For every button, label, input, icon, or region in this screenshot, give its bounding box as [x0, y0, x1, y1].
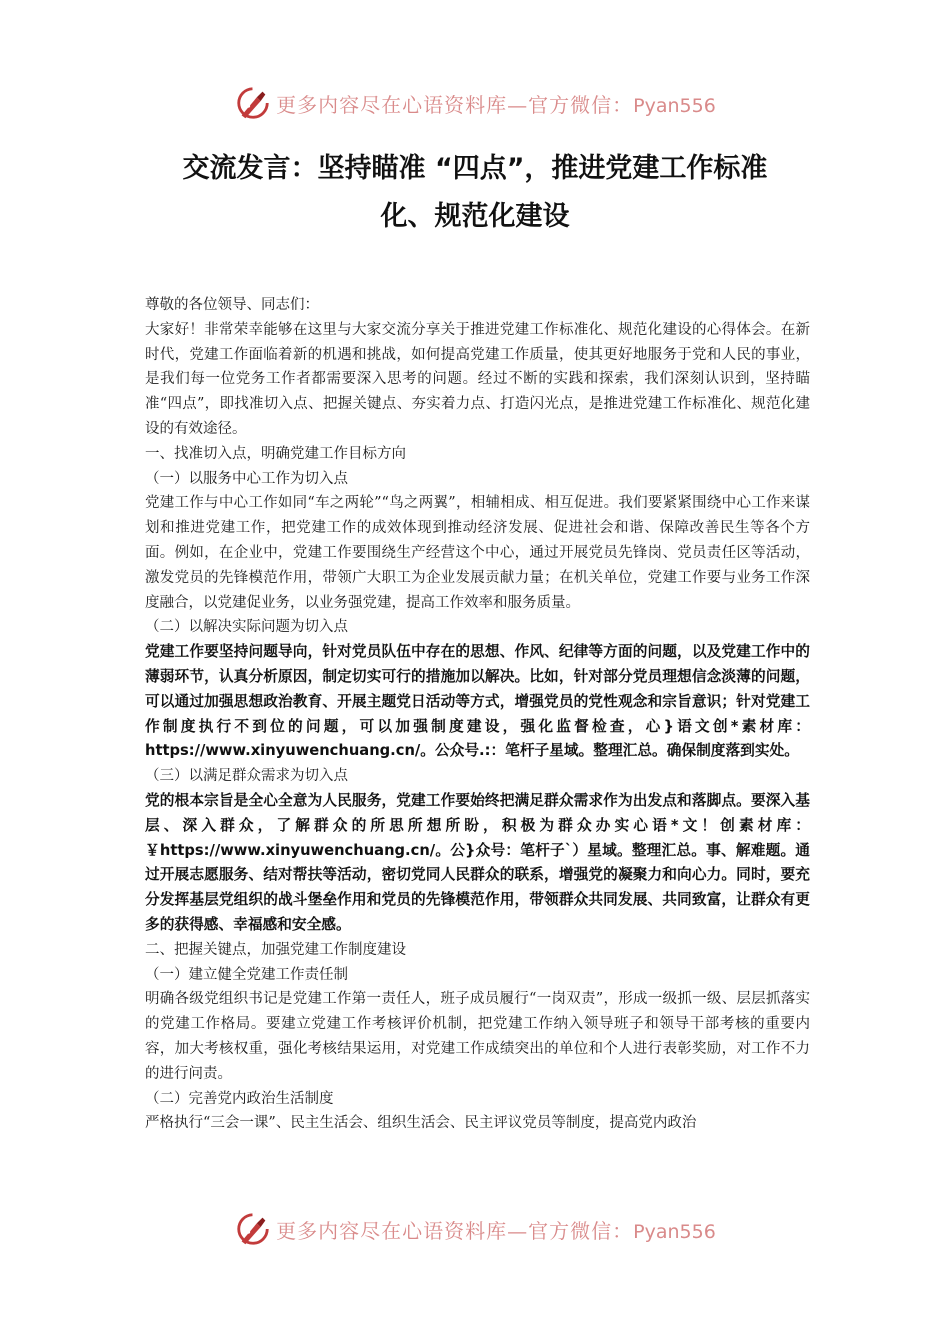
section-heading-2: 二、把握关键点，加强党建工作制度建设 — [145, 941, 406, 958]
subsection-heading-1-1: （一）以服务中心工作为切入点 — [145, 470, 348, 487]
subsection-heading-1-3: （三）以满足群众需求为切入点 — [145, 768, 348, 785]
title-line-2: 化、规范化建设 — [380, 201, 570, 232]
paragraph-1-3: 党的根本宗旨是全心全意为人民服务，党建工作要始终把满足群众需求作为出发点和落脚点。要深入基层、深入群众，了解群众的所思所想所盼，积极为群众办实心语*文！创素材库：￥https://www.xinyuwenchuang.cn/。公}众号：笔杆子`）星域。整理汇总。事、解难题。通过开展志愿服务、结对帮扶等活动，密切党同人民群众的联系，增强党的凝聚力和向心力。同时，要充分发挥基层党组织的战斗堡垒作用和党员的先锋模范作用，带领群众共同发展、共同致富，让群众有更多的获得感、幸福感和安全感。 — [145, 791, 810, 933]
document-body — [145, 293, 810, 1136]
paragraph-2-2: 严格执行“三会一课”、民主生活会、组织生活会、民主评议党员等制度，提高党内政治 — [145, 1115, 697, 1132]
banner-text: 更多内容尽在心语资料库—官方微信：Pyan556 — [276, 1218, 716, 1243]
pen-logo-icon — [234, 1210, 272, 1248]
subsection-heading-2-1: （一）建立健全党建工作责任制 — [145, 966, 348, 983]
paragraph-intro: 大家好！非常荣幸能够在这里与大家交流分享关于推进党建工作标准化、规范化建设的心得体会。在新时代，党建工作面临着新的机遇和挑战，如何提高党建工作质量，使其更好地服务于党和人民的事业，是我们每一位党务工作者都需要深入思考的问题。经过不断的实践和探索，我们深刻认识到，坚持瞄准“四点”，即找准切入点、把握关键点、夯实着力点、打造闪光点，是推进党建工作标准化、规范化建设的有效途径。 — [145, 321, 810, 437]
paragraph-2-1: 明确各级党组织书记是党建工作第一责任人，班子成员履行“一岗双责”，形成一级抓一级、层层抓落实的党建工作格局。要建立党建工作考核评价机制，把党建工作纳入领导班子和领导干部考核的重要内容，加大考核权重，强化考核结果运用，对党建工作成绩突出的单位和个人进行表彰奖励，对工作不力的进行问责。 — [145, 991, 810, 1082]
paragraph-1-2: 党建工作要坚持问题导向，针对党员队伍中存在的思想、作风、纪律等方面的问题，以及党建工作中的薄弱环节，认真分析原因，制定切实可行的措施加以解决。比如，针对部分党员理想信念淡薄的问题，可以通过加强思想政治教育、开展主题党日活动等方式，增强党员的党性观念和宗旨意识；针对党建工作制度执行不到位的问题，可以加强制度建设，强化监督检查，心}语文创*素材库：https://www.xinyuwenchuang.cn/。公众号.:：笔杆子星域。整理汇总。确保制度落到实处。 — [145, 643, 810, 760]
header-watermark-banner — [0, 83, 950, 123]
subsection-heading-1-2: （二）以解决实际问题为切入点 — [145, 619, 348, 636]
pen-logo-icon — [234, 84, 272, 122]
salutation: 尊敬的各位领导、同志们： — [145, 297, 319, 313]
title-line-1: 交流发言：坚持瞄准 “四点”，推进党建工作标准 — [182, 153, 768, 184]
page-title — [130, 145, 820, 241]
paragraph-1-1: 党建工作与中心工作如同“车之两轮”“鸟之两翼”，相辅相成、相互促进。我们要紧紧围绕中心工作来谋划和推进党建工作，把党建工作的成效体现到推动经济发展、促进社会和谐、保障改善民生等各个方面。例如，在企业中，党建工作要围绕生产经营这个中心，通过开展党员先锋岗、党员责任区等活动，激发党员的先锋模范作用，带领广大职工为企业发展贡献力量；在机关单位，党建工作要与业务工作深度融合，以党建促业务，以业务强党建，提高工作效率和服务质量。 — [145, 495, 810, 611]
footer-watermark-banner — [0, 1209, 950, 1249]
banner-text: 更多内容尽在心语资料库—官方微信：Pyan556 — [276, 92, 716, 117]
section-heading-1: 一、找准切入点，明确党建工作目标方向 — [145, 445, 406, 462]
subsection-heading-2-2: （二）完善党内政治生活制度 — [145, 1090, 334, 1107]
